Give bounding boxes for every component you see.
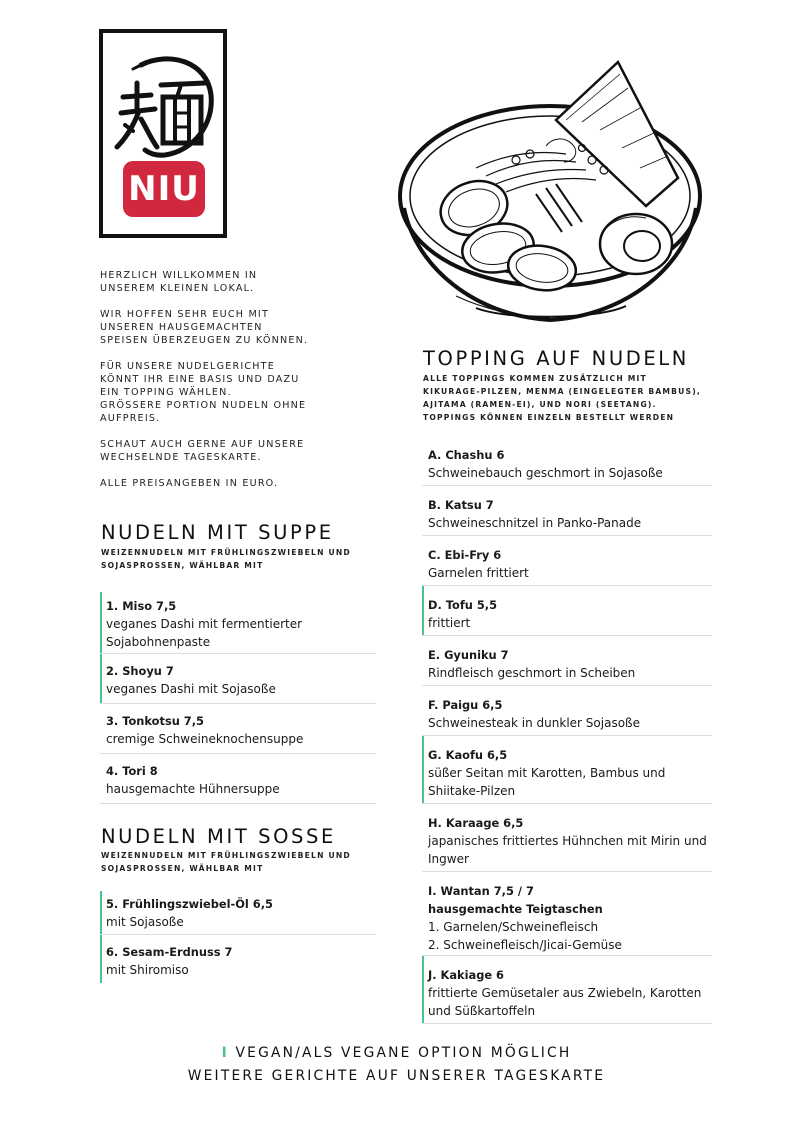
- item-description-bold: hausgemachte Teigtaschen: [428, 902, 603, 916]
- item-title: 6. Sesam-Erdnuss 7: [106, 945, 233, 959]
- section-title-topping: TOPPING AUF NUDELN: [423, 347, 689, 370]
- item-title: 3. Tonkotsu 7,5: [106, 714, 204, 728]
- item-description: Rindfleisch geschmort in Scheiben: [428, 666, 636, 680]
- item-description: hausgemachte Hühnersuppe: [106, 782, 280, 796]
- vegan-note-text: VEGAN/ALS VEGANE OPTION MÖGLICH: [235, 1045, 572, 1061]
- item-description: Garnelen frittiert: [428, 566, 529, 580]
- footer-vegan-note: [0, 1045, 793, 1061]
- footer-more-dishes: WEITERE GERICHTE AUF UNSERER TAGESKARTE: [187, 1068, 606, 1084]
- item-title: C. Ebi-Fry 6: [428, 548, 502, 562]
- menu-item: [422, 586, 712, 636]
- intro-text: [100, 269, 340, 503]
- menu-list-suppe: [100, 592, 376, 804]
- item-title: 2. Shoyu 7: [106, 664, 174, 678]
- menu-item: [422, 686, 712, 736]
- menu-item: [100, 754, 376, 804]
- item-title: 1. Miso 7,5: [106, 599, 177, 613]
- section-subtitle-topping: ALLE TOPPINGS KOMMEN ZUSÄTZLICH MIT KIKURAGE-PILZEN, MENMA (EINGELEGTER BAMBUS), AJITAMA (RAMEN-EI), UND NORI (SEETANG). TOPPINGS KÖNNEN EINZELN BESTELLT WERDEN: [423, 374, 701, 422]
- item-description: japanisches frittiertes Hühnchen mit Mirin und Ingwer: [428, 834, 707, 866]
- item-description: Schweineschnitzel in Panko-Panade: [428, 516, 642, 530]
- menu-item: [422, 486, 712, 536]
- menu-item: [422, 438, 712, 486]
- item-description: frittierte Gemüsetaler aus Zwiebeln, Karotten und Süßkartoffeln: [428, 986, 702, 1018]
- menu-item: [422, 804, 712, 872]
- section-title-suppe: NUDELN MIT SUPPE: [101, 521, 334, 544]
- vegan-marker: I: [221, 1045, 229, 1061]
- item-title: G. Kaofu 6,5: [428, 748, 508, 762]
- menu-item: [422, 956, 712, 1024]
- menu-item: [100, 704, 376, 754]
- intro-paragraph: ALLE PREISANGEBEN IN EURO.: [100, 478, 279, 489]
- item-title: J. Kakiage 6: [428, 968, 504, 982]
- menu-item: [422, 636, 712, 686]
- menu-list-topping: [422, 438, 712, 1024]
- item-description: cremige Schweineknochensuppe: [106, 732, 304, 746]
- item-description: süßer Seitan mit Karotten, Bambus und Shiitake-Pilzen: [428, 766, 666, 798]
- item-description: frittiert: [428, 616, 471, 630]
- menu-item: [100, 654, 376, 704]
- item-title: H. Karaage 6,5: [428, 816, 524, 830]
- item-description: Schweinebauch geschmort in Sojasoße: [428, 466, 663, 480]
- intro-paragraph: HERZLICH WILLKOMMEN IN UNSEREM KLEINEN LOKAL.: [100, 270, 258, 294]
- item-title: F. Paigu 6,5: [428, 698, 503, 712]
- item-title: A. Chashu 6: [428, 448, 505, 462]
- menu-item: [100, 592, 376, 654]
- item-title: E. Gyuniku 7: [428, 648, 509, 662]
- item-description: mit Sojasoße: [106, 915, 184, 929]
- menu-item: [422, 872, 712, 956]
- men-kanji-brush-icon: [111, 47, 215, 163]
- item-description: veganes Dashi mit fermentierter Sojabohnenpaste: [106, 617, 303, 649]
- item-title: 4. Tori 8: [106, 764, 158, 778]
- menu-item: [422, 736, 712, 804]
- intro-paragraph: SCHAUT AUCH GERNE AUF UNSERE WECHSELNDE TAGESKARTE.: [100, 439, 305, 463]
- section-subtitle-suppe: WEIZENNUDELN MIT FRÜHLINGSZWIEBELN UND SOJASPROSSEN, WÄHLBAR MIT: [101, 548, 351, 570]
- item-description: mit Shiromiso: [106, 963, 189, 977]
- menu-item: [100, 891, 376, 935]
- menu-item: [422, 536, 712, 586]
- item-title: I. Wantan 7,5 / 7: [428, 884, 534, 898]
- intro-paragraph: FÜR UNSERE NUDELGERICHTE KÖNNT IHR EINE BASIS UND DAZU EIN TOPPING WÄHLEN. GRÖSSERE PORTION NUDELN OHNE AUFPREIS.: [100, 361, 307, 424]
- intro-paragraph: WIR HOFFEN SEHR EUCH MIT UNSEREN HAUSGEMACHTEN SPEISEN ÜBERZEUGEN ZU KÖNNEN.: [100, 309, 309, 346]
- item-title: 5. Frühlingszwiebel-Öl 6,5: [106, 897, 273, 911]
- item-description: 1. Garnelen/Schweinefleisch 2. Schweinefleisch/Jicai-Gemüse: [428, 920, 622, 952]
- item-description: Schweinesteak in dunkler Sojasoße: [428, 716, 640, 730]
- section-subtitle-sosse: WEIZENNUDELN MIT FRÜHLINGSZWIEBELN UND SOJASPROSSEN, WÄHLBAR MIT: [101, 851, 351, 873]
- item-description: veganes Dashi mit Sojasoße: [106, 682, 276, 696]
- section-title-sosse: NUDELN MIT SOSSE: [101, 825, 336, 848]
- logo: [99, 29, 227, 238]
- item-title: B. Katsu 7: [428, 498, 494, 512]
- menu-item: [100, 935, 376, 983]
- item-title: D. Tofu 5,5: [428, 598, 498, 612]
- menu-list-sosse: [100, 891, 376, 983]
- logo-badge: NIU: [123, 161, 205, 217]
- ramen-bowl-icon: [396, 58, 706, 330]
